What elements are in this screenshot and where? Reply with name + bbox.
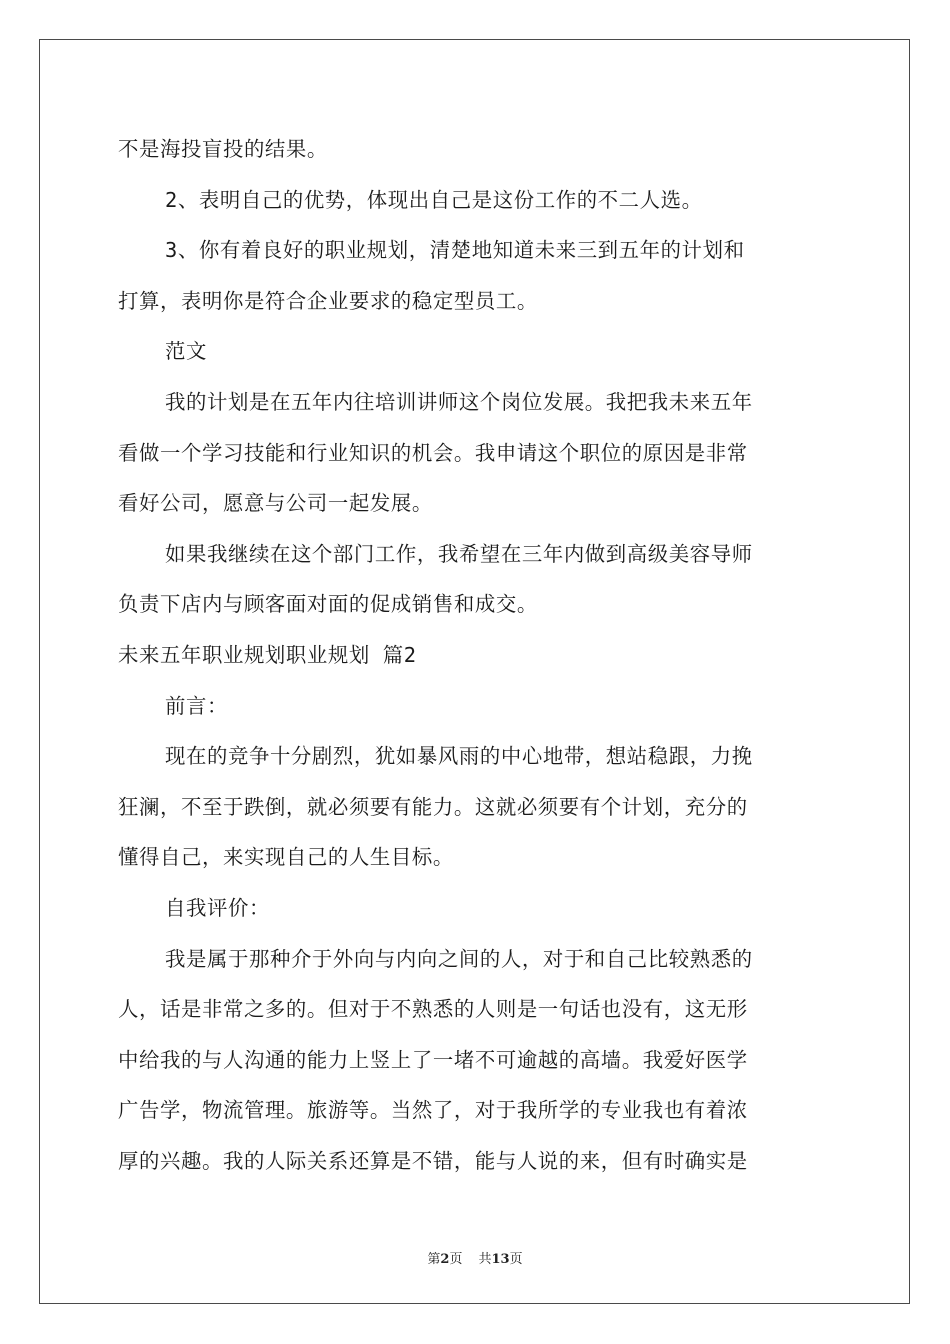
- section-label: 范文: [165, 339, 207, 364]
- text-line: 懂得自己，来实现自己的人生目标。: [118, 845, 454, 870]
- text-line: 中给我的与人沟通的能力上竖上了一堵不可逾越的高墙。我爱好医学: [118, 1047, 748, 1072]
- text-line: 现在的竞争十分剧烈，犹如暴风雨的中心地带，想站稳跟，力挽: [165, 744, 753, 769]
- text-line: 人，话是非常之多的。但对于不熟悉的人则是一句话也没有，这无形: [118, 997, 748, 1022]
- text-line: 广告学，物流管理。旅游等。当然了，对于我所学的专业我也有着浓: [118, 1098, 748, 1123]
- footer-total-suffix: 页: [509, 1252, 523, 1267]
- footer-total-prefix: 共: [478, 1252, 492, 1267]
- text-line: 厚的兴趣。我的人际关系还算是不错，能与人说的来，但有时确实是: [118, 1148, 748, 1173]
- page-footer: [0, 1248, 950, 1267]
- section-heading: 未来五年职业规划职业规划 篇2: [118, 642, 417, 667]
- text-line: 打算，表明你是符合企业要求的稳定型员工。: [118, 288, 538, 313]
- footer-page-prefix: 第: [427, 1252, 441, 1267]
- text-line: 看好公司，愿意与公司一起发展。: [118, 491, 433, 516]
- text-line: 2、表明自己的优势，体现出自己是这份工作的不二人选。: [165, 187, 703, 212]
- footer-page-number: 2: [440, 1252, 450, 1267]
- footer-total-pages: 13: [491, 1252, 510, 1267]
- text-line: 不是海投盲投的结果。: [118, 137, 328, 161]
- text-line: 如果我继续在这个部门工作，我希望在三年内做到高级美容导师: [165, 541, 753, 566]
- text-line: 3、你有着良好的职业规划，清楚地知道未来三到五年的计划和: [165, 238, 745, 263]
- text-line: 负责下店内与顾客面对面的促成销售和成交。: [118, 592, 538, 617]
- footer-page-suffix: 页: [449, 1252, 463, 1267]
- text-line: 看做一个学习技能和行业知识的机会。我申请这个职位的原因是非常: [118, 440, 748, 465]
- document-body: [118, 124, 836, 1186]
- section-label: 自我评价：: [165, 895, 270, 920]
- text-line: 我是属于那种介于外向与内向之间的人，对于和自己比较熟悉的: [165, 946, 753, 971]
- section-label: 前言：: [165, 693, 228, 718]
- text-line: 我的计划是在五年内往培训讲师这个岗位发展。我把我未来五年: [165, 389, 753, 414]
- text-line: 狂澜，不至于跌倒，就必须要有能力。这就必须要有个计划，充分的: [118, 794, 748, 819]
